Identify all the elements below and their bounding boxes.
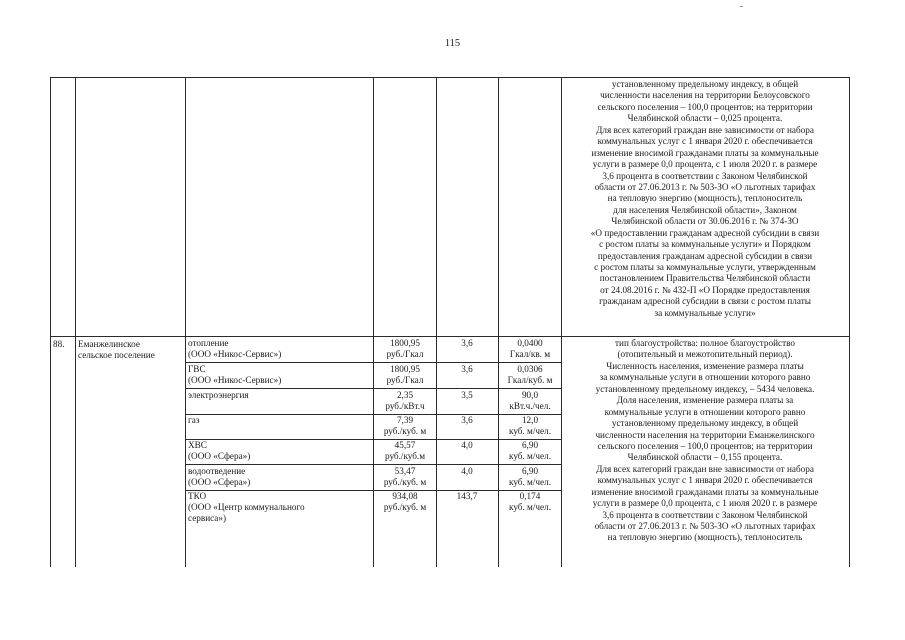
description-line: сельского поселения – 100,0 процентов; на территории [597, 440, 813, 451]
service-name-line: отопление [188, 338, 229, 348]
description-line: численности населения на территории Еманжелинского [595, 429, 815, 440]
service-name-line: (ООО «Сфера») [188, 451, 251, 461]
page-number: 115 [444, 38, 461, 49]
description-line: с ростом платы за коммунальные услуги, утвержденным [594, 262, 816, 272]
service-growth: 143,7 [456, 491, 478, 501]
service-tariff [375, 390, 435, 412]
description-line: Для всех категорий граждан вне зависимости от набора [596, 124, 814, 135]
service-norm-line: 12,0 [521, 415, 539, 425]
service-growth: 4,0 [461, 466, 473, 476]
service-growth: 3,6 [461, 338, 473, 348]
service-tariff-line: руб./Гкал [386, 375, 424, 385]
service-tariff-line: 2,35 [396, 390, 414, 400]
service-norm-line: куб. м/чел. [508, 426, 552, 436]
service-tariff-line: 7,39 [396, 415, 414, 425]
description-line: 3,6 процента в соответствии с Законом Челябинской [602, 170, 808, 181]
description-line: от 24.08.2016 г. № 432-П «О Порядке предоставления [600, 284, 810, 295]
table-border-top [50, 77, 850, 78]
service-norm-line: куб. м/чел. [508, 477, 552, 487]
service-norm [499, 491, 561, 513]
service-norm [499, 466, 561, 488]
service-name-line: ХВС [188, 440, 207, 450]
description-line: за коммунальные услуги в отношении которого равно [599, 372, 811, 383]
description-line: Доля населения, изменение размера платы за [616, 395, 794, 406]
description-line: (отопительный и межотопительный период). [617, 349, 793, 360]
service-norm [499, 440, 561, 462]
service-growth: 3,5 [461, 390, 473, 400]
description-line: на тепловую энергию (мощность), теплоноситель [607, 532, 803, 543]
service-tariff-line: 1800,95 [390, 338, 420, 348]
description-line: за коммунальные услуги» [654, 307, 756, 318]
service-tariff-line: 45,57 [394, 440, 416, 450]
service-norm-line: 6,90 [521, 466, 539, 476]
description-line: коммунальных услуг с 1 января 2020 г. обеспечивается [597, 136, 813, 147]
service-name-line: (ООО «Никос-Сервис») [188, 375, 282, 385]
service-name-line: газ [188, 415, 200, 425]
service-name-line: (ООО «Никос-Сервис») [188, 349, 282, 359]
description-line: услуги в размере 0,0 процента, с 1 июля 2020 г. в размере [592, 159, 818, 170]
row-divider-88 [50, 336, 850, 337]
description-line: Челябинской области – 0,155 процента. [627, 452, 783, 463]
service-tariff-line: 53,47 [394, 466, 416, 476]
service-name [188, 415, 373, 426]
description-line: области от 27.06.2013 г. № 503-ЗО «О льготных тарифах [594, 521, 816, 531]
description-line: изменение вносимой гражданами платы за коммунальные [591, 147, 819, 158]
description-line: установленному предельному индексу, в общей [611, 418, 799, 429]
description-line: установленному предельному индексу, – 5434 человека. [595, 383, 815, 394]
description-line: области от 27.06.2013 г. № 503-ЗО «О льготных тарифах [594, 181, 816, 192]
row-description [563, 338, 847, 544]
table-border-right [849, 77, 850, 567]
description-line: на тепловую энергию (мощность), теплоноситель [607, 193, 803, 204]
service-name-line: (ООО «Сфера») [188, 477, 251, 487]
service-norm-line: 6,90 [521, 440, 539, 450]
service-tariff-line: руб./куб. м [383, 502, 427, 512]
settlement-name-line: Еманжелинское [78, 339, 140, 349]
service-name [188, 390, 373, 401]
service-divider-1 [185, 362, 561, 363]
service-divider-5 [185, 464, 561, 465]
service-tariff [375, 491, 435, 513]
service-divider-2 [185, 388, 561, 389]
service-tariff-line: 934,08 [392, 491, 418, 501]
service-name-line: сервиса») [188, 513, 227, 523]
description-line: с ростом платы за коммунальные услуги» и Порядком [599, 239, 811, 250]
service-norm [499, 390, 561, 412]
service-norm-line: куб. м/чел. [508, 502, 552, 512]
description-line: сельского поселения – 100,0 процентов; на территории [597, 101, 813, 112]
col-divider-1 [75, 77, 76, 567]
service-norm-line: Гкал/кв. м [509, 349, 551, 359]
description-line: установленному предельному индексу, в общей [611, 79, 799, 89]
service-norm-line: 0,0400 [517, 338, 543, 348]
description-line: Численность населения, изменение размера платы [606, 360, 804, 371]
service-norm [499, 415, 561, 437]
service-name [188, 466, 373, 488]
service-name [188, 491, 373, 524]
service-norm-line: Гкал/куб. м [507, 375, 553, 385]
service-norm [499, 338, 561, 360]
service-name [188, 338, 373, 360]
service-tariff-line: руб./кВт.ч [385, 401, 425, 411]
description-line: Для всех категорий граждан вне зависимости от набора [596, 463, 814, 474]
description-line: для населения Челябинской области», Законом [613, 204, 797, 215]
service-tariff [375, 364, 435, 386]
service-name-line: ГВС [188, 364, 206, 374]
col-divider-6 [561, 77, 562, 567]
description-line: численности населения на территории Белоусовского [600, 90, 810, 101]
service-name [188, 440, 373, 462]
table-border-left [50, 77, 51, 567]
description-line: «О предоставлении гражданам адресной субсидии в связи [590, 227, 820, 238]
service-norm-line: 0,0306 [517, 364, 543, 374]
service-growth: 3,6 [461, 415, 473, 425]
description-line: услуги в размере 0,0 процента, с 1 июля 2020 г. в размере [592, 498, 818, 509]
service-growth: 3,6 [461, 364, 473, 374]
scan-artifact [740, 6, 743, 7]
description-line: 3,6 процента в соответствии с Законом Челябинской [602, 509, 808, 520]
description-line: коммунальные услуги в отношении которого равно [604, 406, 806, 417]
service-tariff-line: руб./Гкал [386, 349, 424, 359]
service-tariff-line: 1800,95 [390, 364, 420, 374]
col-divider-3 [373, 77, 374, 567]
service-norm-line: куб. м/чел. [508, 451, 552, 461]
service-name-line: (ООО «Центр коммунального [188, 502, 305, 512]
description-line: Челябинской области от 30.06.2016 г. № 374-ЗО [611, 216, 799, 227]
description-line: гражданам адресной субсидии в связи с ростом платы [599, 296, 811, 307]
prev-row-description [563, 79, 847, 319]
settlement-name-line: сельское поселение [78, 350, 155, 360]
service-tariff [375, 440, 435, 462]
service-name [188, 364, 373, 386]
description-line: Челябинской области – 0,025 процента. [627, 113, 783, 124]
description-line: предоставления гражданам адресной субсидии в связи [597, 250, 813, 261]
service-tariff [375, 466, 435, 488]
service-name-line: электроэнергия [188, 390, 249, 400]
settlement-name [78, 339, 168, 361]
description-line: постановлением Правительства Челябинской области [599, 273, 811, 284]
service-tariff-line: руб./куб. м [383, 426, 427, 436]
service-name-line: ТКО [188, 491, 207, 501]
service-tariff-line: руб./куб. м [383, 477, 427, 487]
service-norm-line: 0,174 [519, 491, 541, 501]
col-divider-2 [185, 77, 186, 567]
service-name-line: водоотведение [188, 466, 246, 476]
row-number: 88. [53, 339, 65, 349]
service-norm [499, 364, 561, 386]
service-tariff [375, 338, 435, 360]
service-tariff [375, 415, 435, 437]
description-line: тип благоустройства: полное благоустройство [615, 338, 795, 348]
service-norm-line: кВт.ч./чел. [509, 401, 551, 411]
service-growth: 4,0 [461, 440, 473, 450]
service-tariff-line: руб./куб.м [384, 451, 426, 461]
description-line: изменение вносимой гражданами платы за коммунальные [591, 486, 819, 497]
service-norm-line: 90,0 [521, 390, 539, 400]
description-line: коммунальных услуг с 1 января 2020 г. обеспечивается [597, 475, 813, 486]
